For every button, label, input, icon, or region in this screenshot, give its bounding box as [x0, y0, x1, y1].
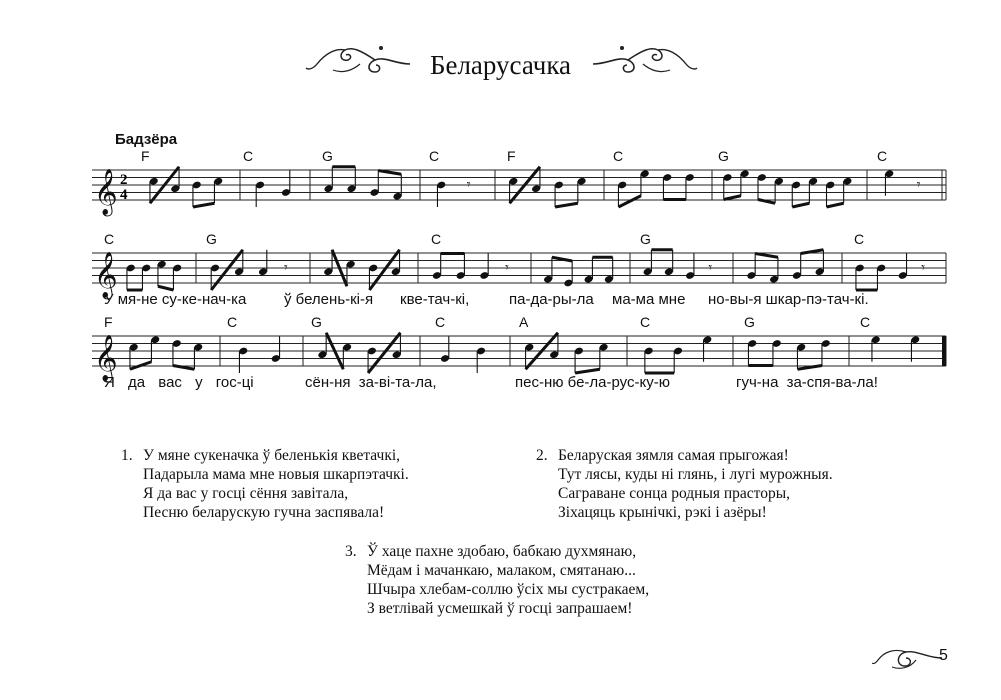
chord-symbol: G: [718, 148, 729, 164]
note-beam: [724, 196, 741, 200]
lyrics-line: гуч-на за-спя-ва-ла!: [736, 374, 878, 391]
tempo-marking: Бадзёра: [115, 131, 178, 148]
chord-symbol: G: [206, 231, 217, 247]
chord-symbol: G: [322, 148, 333, 164]
chord-symbol: F: [141, 148, 150, 164]
verse-number: 3.: [345, 543, 357, 560]
verse-1: [121, 446, 409, 522]
note-beam: [158, 286, 174, 290]
eighth-rest-icon: 𝄾: [466, 177, 471, 193]
chord-symbol: C: [227, 314, 238, 330]
chord-symbol: C: [243, 148, 254, 164]
lyrics-line: ў белень-кі-я: [284, 291, 374, 308]
note-beam: [575, 369, 600, 373]
verse-number: 2.: [536, 447, 548, 464]
eighth-rest-icon: 𝄾: [284, 260, 288, 276]
final-bar-line: [942, 336, 946, 366]
note-beam: [555, 203, 578, 207]
chord-symbol: A: [519, 314, 529, 330]
lyrics-line: кве-тач-кі,: [400, 291, 470, 308]
note-beam: [378, 171, 401, 175]
lyrics-line: па-да-ры-ла: [509, 291, 594, 308]
lyrics-line: сён-ня за-ві-та-ла,: [305, 374, 437, 391]
verse-2: [536, 446, 833, 522]
eighth-rest-icon: 𝄾: [505, 260, 509, 276]
verse-line: У мяне сукеначка ў беленькія кветачкі,: [143, 447, 401, 464]
lyrics-line: Я да вас у гос-ці: [104, 374, 254, 391]
chord-symbol: C: [431, 231, 442, 247]
page-number: 5: [939, 647, 948, 664]
chord-symbol: C: [860, 314, 871, 330]
chord-symbol: G: [311, 314, 322, 330]
lyrics-line: У мя-не су-ке-нач-ка: [104, 291, 247, 308]
chord-symbol: G: [744, 314, 755, 330]
verse-line: Шчыра хлебам-соллю ўсіх мы сустракаем,: [367, 581, 650, 598]
verse-line: Падарыла мама мне новыя шкарпэтачкі.: [143, 466, 409, 483]
chord-symbol: C: [877, 148, 888, 164]
chord-symbol: C: [429, 148, 440, 164]
note-beam: [827, 203, 844, 207]
chord-symbol: C: [854, 231, 865, 247]
lyrics-line: пес-ню бе-ла-рус-ку-ю: [515, 374, 670, 391]
page-number-flourish-ornament: [872, 644, 944, 674]
eighth-rest-icon: 𝄾: [708, 260, 713, 276]
treble-clef-icon: 𝄞: [94, 169, 118, 215]
verse-line: З ветлівай усмешкай ў госці запрашаем!: [367, 600, 633, 617]
verse-line: Зіхацяць крынічкі, рэкі і азёры!: [558, 504, 767, 521]
verse-line: Ў хаце пахне здобаю, бабкаю духмянаю,: [367, 543, 637, 560]
verse-3: [345, 542, 650, 618]
chord-symbol: C: [104, 231, 115, 247]
lyrics-line: но-вы-я шкар-пэ-тач-кі.: [708, 291, 869, 308]
note-beam: [618, 196, 641, 207]
eighth-rest-icon: 𝄾: [916, 177, 921, 193]
chord-symbol: C: [640, 314, 651, 330]
verse-line: Я да вас у госці сёння завітала,: [143, 485, 349, 502]
treble-clef-icon: 𝄞: [94, 335, 118, 381]
chord-symbol: F: [507, 148, 516, 164]
note-beam: [755, 254, 778, 258]
time-signature: 4: [120, 187, 128, 203]
time-signature: 2: [120, 172, 128, 188]
chord-symbol: F: [104, 314, 113, 330]
note-beam: [193, 203, 215, 207]
verse-line: Саграване сонца родныя прасторы,: [558, 485, 791, 502]
verse-line: Беларуская зямля самая прыгожая!: [558, 447, 789, 464]
song-title: Беларусачка: [429, 50, 572, 80]
verse-number: 1.: [121, 447, 133, 464]
verse-line: Тут лясы, куды ні глянь, і лугі мурожныя.: [558, 466, 833, 483]
treble-clef-icon: 𝄞: [94, 252, 118, 298]
chord-symbol: G: [640, 231, 651, 247]
eighth-rest-icon: 𝄾: [921, 260, 925, 276]
verse-line: Песню беларускую гучна заспявала!: [143, 504, 385, 521]
chord-symbol: C: [435, 314, 446, 330]
chord-symbol: C: [613, 148, 624, 164]
note-beam: [792, 203, 809, 207]
lyrics-line: ма-ма мне: [612, 291, 686, 308]
verse-line: Мёдам і мачанкаю, малаком, смятанаю...: [367, 562, 636, 579]
